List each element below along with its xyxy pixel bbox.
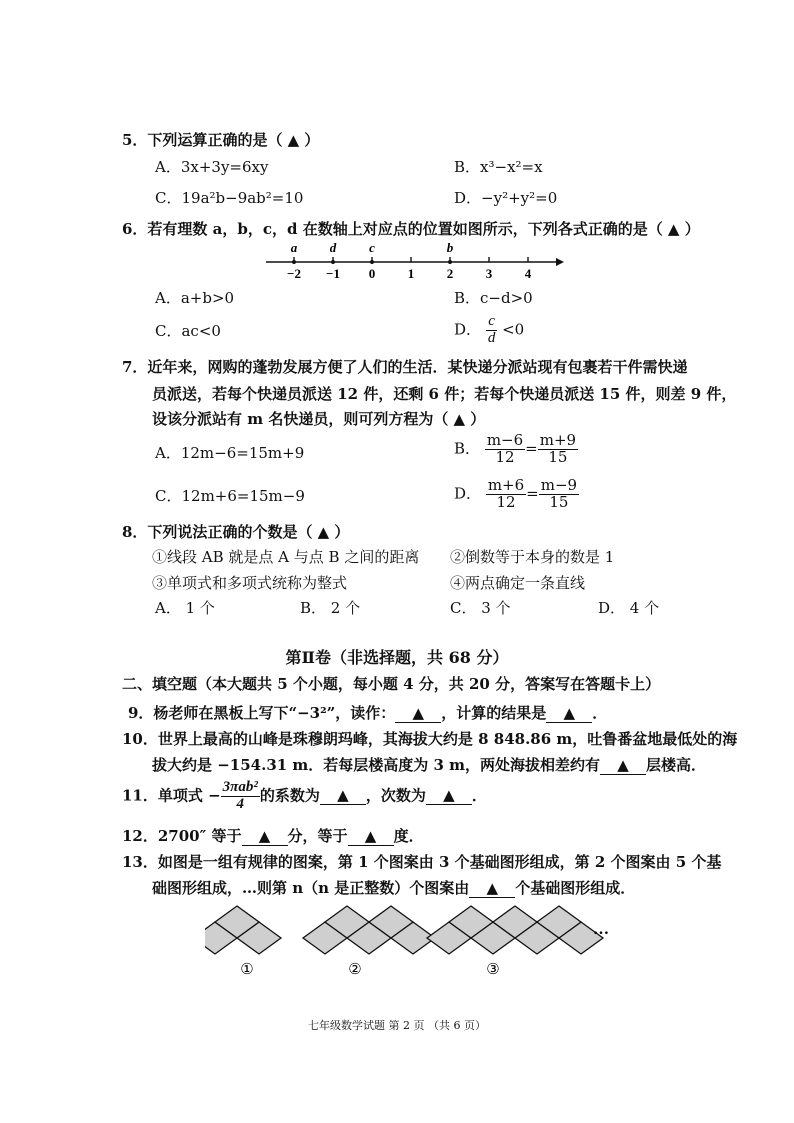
number-line: [260, 238, 570, 283]
section-2-title: 第Ⅱ卷（非选择题，共 68 分）: [285, 648, 509, 667]
q12-blank-1: ▲: [242, 827, 288, 846]
q8-statement-1: ①线段 AB 就是点 A 与点 B 之间的距离: [152, 548, 420, 566]
q10-line-1: 10．世界上最高的山峰是珠穆朗玛峰，其海拔大约是 8 848.86 m，吐鲁番盆地最低处的海: [122, 730, 738, 748]
number-line-tick-label: −1: [326, 266, 340, 281]
q7-option-c: C．12m+6=15m−9: [155, 487, 305, 505]
q7-option-d: D． $\frac{m+6}{12}$ = $\frac{m-9}{15}$: [454, 476, 578, 511]
number-line-point: [370, 260, 374, 264]
q6-option-d-label: D．: [454, 320, 482, 339]
q7-line-2: 员派送，若每个快递员派送 12 件，还剩 6 件；若每个快递员派送 15 件，则差 9 件，: [152, 385, 737, 403]
q10-line-2: 拔大约是 −154.31 m．若每层楼高度为 3 m，两处海拔相差约有 ▲ 层楼高．: [152, 756, 707, 774]
number-line-point-label: b: [446, 240, 454, 255]
number-line-tick-label: 1: [407, 266, 415, 281]
q6-option-d: D． $\frac{c}{d}$ <0: [454, 313, 525, 346]
number-line-arrow: [556, 258, 564, 266]
q8-statement-2: ②倒数等于本身的数是 1: [450, 548, 615, 566]
q8-statement-4: ④两点确定一条直线: [450, 574, 586, 592]
number-line-tick-label: −2: [287, 266, 301, 281]
number-line-point-label: a: [290, 240, 298, 255]
q7-line-1: 7．近年来，网购的蓬勃发展方便了人们的生活．某快递分派站现有包裹若干件需快递: [122, 358, 688, 376]
q10-blank: ▲: [600, 756, 646, 775]
q8-option-c: C． 3 个: [450, 599, 511, 617]
q6-option-d-fraction: $\frac{c}{d}$: [487, 313, 496, 346]
q5-option-b: B．x³−x²=x: [454, 158, 543, 176]
section-2-heading: 二、填空题（本大题共 5 个小题，每小题 4 分，共 20 分，答案写在答题卡上）: [122, 675, 661, 693]
number-line-tick-label: 4: [524, 266, 532, 281]
q11-blank-1: ▲: [320, 786, 366, 805]
q7-d-frac-left: $\frac{m+6}{12}$: [487, 476, 525, 511]
q13-line-2: 础图形组成，…则第 n（n 是正整数）个图案由 ▲ 个基础图形组成．: [152, 879, 636, 897]
number-line-point: [448, 260, 452, 264]
q8-stem: 8．下列说法正确的个数是（ ▲ ）: [122, 523, 350, 541]
pattern-ellipsis: …: [593, 921, 609, 938]
q11-blank-2: ▲: [426, 786, 472, 805]
q12-blank-2: ▲: [348, 827, 394, 846]
pattern-label: ③: [486, 962, 500, 978]
q8-statement-3: ③单项式和多项式统称为整式: [152, 574, 348, 592]
q5-stem: 5．下列运算正确的是（ ▲ ）: [122, 131, 320, 149]
number-line-point-label: d: [329, 240, 337, 255]
q7-d-frac-right: $\frac{m-9}{15}$: [540, 476, 578, 511]
pattern-figures: [205, 900, 625, 980]
q7-b-frac-left: $\frac{m-6}{12}$: [486, 431, 524, 466]
q6-stem: 6．若有理数 a，b，c，d 在数轴上对应点的位置如图所示，下列各式正确的是（ ▲ ）: [122, 220, 700, 238]
q8-option-b: B． 2 个: [300, 599, 361, 617]
number-line-point: [292, 260, 296, 264]
q7-line-3: 设该分派站有 m 名快递员，则可列方程为（ ▲ ）: [152, 410, 486, 428]
q11: 11．单项式 − $\frac{\text{3πab²}}{4}$ 的系数为 ▲ ，次数为 ▲ ．: [122, 779, 487, 812]
number-line-tick-label: 2: [446, 266, 454, 281]
q5-option-c: C．19a²b−9ab²=10: [155, 189, 304, 207]
q11-fraction: $\frac{\text{3πab²}}{4}$: [222, 779, 258, 812]
q8-option-a: A． 1 个: [155, 599, 215, 617]
page-footer: 七年级数学试题 第 2 页 （共 6 页）: [308, 1019, 486, 1032]
q9: 9．杨老师在黑板上写下“−3²”，读作： ▲ ，计算的结果是 ▲ ．: [128, 704, 608, 722]
number-line-point-label: c: [369, 240, 375, 255]
q7-b-frac-right: $\frac{m+9}{15}$: [539, 431, 577, 466]
q6-option-a: A．a+b>0: [155, 289, 235, 307]
q13-blank: ▲: [469, 879, 515, 898]
number-line-point: [331, 260, 335, 264]
q6-option-b: B．c−d>0: [454, 289, 533, 307]
q6-option-c: C．ac<0: [155, 322, 221, 340]
q8-option-d: D． 4 个: [598, 599, 660, 617]
q9-blank-1: ▲: [395, 704, 441, 723]
number-line-tick-label: 3: [485, 266, 493, 281]
q5-option-a: A．3x+3y=6xy: [155, 158, 269, 176]
pattern-label: ①: [240, 962, 254, 978]
q7-option-b: B． $\frac{m-6}{12}$ = $\frac{m+9}{15}$: [454, 431, 577, 466]
q5-option-d: D．−y²+y²=0: [454, 189, 558, 207]
q7-option-a: A．12m−6=15m+9: [155, 444, 305, 462]
number-line-tick-label: 0: [368, 266, 376, 281]
q9-blank-2: ▲: [546, 704, 592, 723]
q12: 12．2700″ 等于 ▲ 分，等于 ▲ 度．: [122, 827, 424, 845]
pattern-label: ②: [348, 962, 362, 978]
q13-line-1: 13．如图是一组有规律的图案，第 1 个图案由 3 个基础图形组成，第 2 个图案由 5 个基: [122, 853, 722, 871]
